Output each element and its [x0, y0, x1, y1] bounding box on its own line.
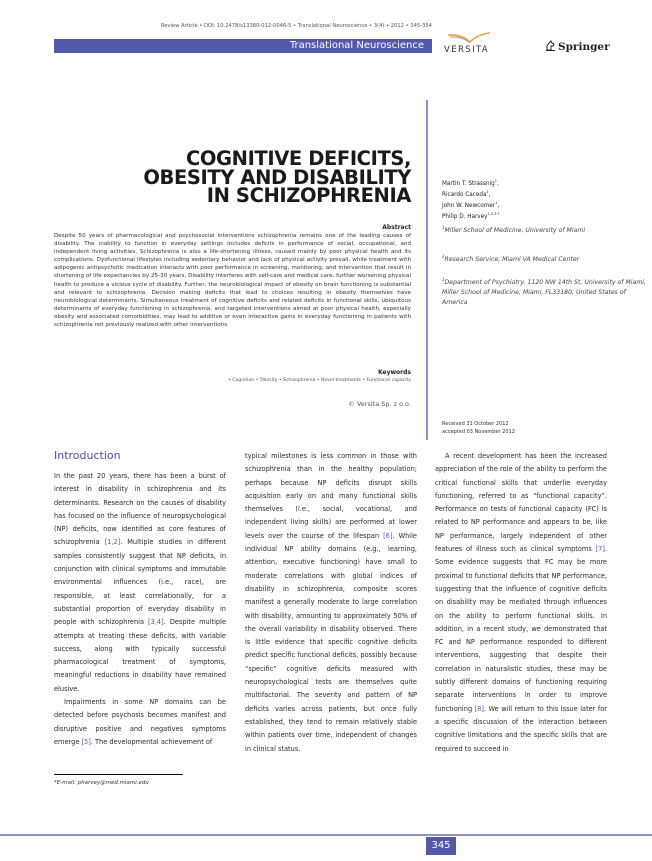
citation-link[interactable]: [1,2]	[104, 538, 121, 547]
section-heading-introduction: Introduction	[54, 449, 121, 462]
body-column-1: In the past 20 years, there has been a burst of interest in disability in schizophrenia and its determinants. Research on the causes of disability has focused on the influence of neuropsychological (NP) deficits, now identified as core features of schizophrenia [1,2]. Multiple studies in different samples consistently suggest that NP deficits, in conjunction with clinical symptoms and immutable environmental influences (i.e., race), are responsible, at least correlationally, for a substantial proportion of everyday disability in people with schizophrenia [3,4]. Despite multiple attempts at treating these deficits, with variable success, along with typically successful pharmacological treatment of symptoms, meaningful reductions in disability have remained elusive. Impairments in some NP domains can be detected before psychosis becomes manifest and disruptive positive and negatives symptoms emerge [5]. The developmental achievement of	[54, 472, 226, 746]
abstract-heading: Abstract	[382, 224, 411, 231]
accepted-date: accepted 03 November 2012	[442, 429, 515, 435]
column-divider	[426, 100, 428, 440]
copyright: © Versita Sp. z o.o.	[348, 400, 411, 408]
title-line: OBESITY AND DISABILITY	[143, 165, 411, 189]
affiliation: $^1$Miller School of Medicine, University of Miami	[442, 225, 586, 235]
body-column-3: A recent development has been the increased appreciation of the role of the ability to perform the critical functional skills that underlie everyday functioning, referred to as “functional capacity”. Performance on tests of functional capacity (FC) is related to NP performance and appears to be, like NP performance, largely independent of other features of illness such as clinical symptoms [7]. Some evidence suggests that FC may be more proximal to functional deficits that NP performance, suggesting that the influence of cognitive deficits on disability may be mediated through influences on the ability to perform functional skills. In addition, in a recent study, we demonstrated that FC and NP performance responded to different interventions, suggesting that despite their correlation in naturalistic studies, these may be subtly different domains of functioning requiring separate interventions in order to improve functioning [8]. We will return to this issue later for a specific discussion of the interaction between cognitive limitations and the specific skills that are required to succeed in	[435, 452, 607, 753]
running-head: Review Article • DOI: 10.2478/s13380-012-0046-5 • Translational Neuroscience • 3(4) • 2012 • 345-354	[160, 23, 432, 29]
citation-link[interactable]: [5]	[81, 737, 91, 746]
springer-wordmark: Springer	[558, 41, 610, 53]
versita-logo	[440, 32, 500, 58]
author: Martin T. Strassnig$^1$,	[442, 179, 499, 187]
author: Philip D. Harvey$^{1,2,3 *}$	[442, 211, 500, 220]
author-list	[442, 177, 642, 221]
received-dates	[442, 420, 515, 436]
versita-wordmark: VERSITA	[444, 45, 490, 55]
title-line: COGNITIVE DEFICITS,	[185, 147, 411, 170]
keywords-list: • Cognition • Obesity • Schizophrenia • Novel treatments • Functional capacity	[228, 378, 411, 383]
citation-link[interactable]: [8]	[474, 704, 484, 713]
author: Ricardo Caceda$^1$,	[442, 189, 491, 198]
springer-logo	[545, 40, 610, 53]
body-column-2: typical milestones is less common in those with schizophrenia than in the healthy population; perhaps because NP deficits disrupt skills acquisition early on and many functional skills themselves (i.e., social, vocational, and independent living skills) are performed at lower levels over the course of the lifespan [6]. While individual NP ability domains (e.g., learning, attention, executive functioning) have small to moderate correlations with global indices of disability in schizophrenia, composite scores manifest a generally moderate to large correlation with disability, amounting to approximately 50% of the overall variability in disability observed. There is little evidence that specific cognitive deficits predict specific functional deficits, possibly because “specific” cognitive deficits measured with neuropsychological tests are themselves quite multifactorial. The severity and pattern of NP deficits varies across patients, but once fully established, they tend to remain relatively stable within patients over time, independent of changes in clinical status.	[245, 452, 417, 753]
received-date: Received 31 October 2012	[442, 421, 509, 427]
springer-horse-icon	[545, 40, 556, 51]
title-line: IN SCHIZOPHRENIA	[206, 184, 411, 207]
footnote-rule	[54, 774, 183, 775]
abstract-text: Despite 50 years of pharmacological and psychosocial interventions schizophrenia remains one of the leading causes of disability. The inability to function in everyday settings includes deficits in performance of social, occupational, and independent living activities. Schizophrenia is also a life-shortening illness, caused mainly by poor physical health and its complications. Dysfunctional lifestyles including sedentary behavior and lack of physical activity prevail, while treatment with adipogenic antipsychotic medication interacts with poor performance in screening, monitoring, and intervention that result in shortening of life expectancies by 25-30 years. Disability interferes with self-care and medical care, further worsening physical health to produce a vicious cycle of disability. Further, the neurobiological impact of obesity on brain functioning is substantial and relevant to schizophrenia. Decision making deficits that lead to choices resulting in obesity themselves have neurobiological determinants. Simultaneous treatment of cognitive deficits and related deficits in functional skills, ubiquitous determinants of everyday functioning in schizophrenia, and targeted interventions aimed at poor physical health, especially obesity and associated comorbidities, may lead to additive or even interactive gains in everyday functioning in patients with schizophrenia not previously realized with other interventions.	[54, 233, 411, 329]
page-number: 345	[426, 837, 456, 855]
footer-rule	[0, 834, 652, 836]
affiliation: $^2$Research Service, Miami VA Medical Center	[442, 254, 580, 264]
footnote-email[interactable]: *E-mail: pharvey@med.miami.edu	[54, 780, 149, 786]
journal-name-bar	[54, 39, 432, 53]
citation-link[interactable]: [7]	[595, 545, 605, 554]
article-title	[140, 147, 411, 207]
author: John W. Newcomer$^1$,	[442, 200, 500, 209]
affiliation: $^3$Department of Psychiatry, 1120 NW 14th St, University of Miami, Miller School of Medicine, Miami, FL33180, United States of America	[442, 277, 646, 307]
keywords-heading: Keywords	[377, 369, 411, 376]
versita-wing-icon	[446, 32, 492, 44]
journal-name: Translational Neuroscience	[289, 40, 424, 51]
citation-link[interactable]: [3,4]	[148, 618, 164, 627]
citation-link[interactable]: [6]	[383, 531, 393, 540]
